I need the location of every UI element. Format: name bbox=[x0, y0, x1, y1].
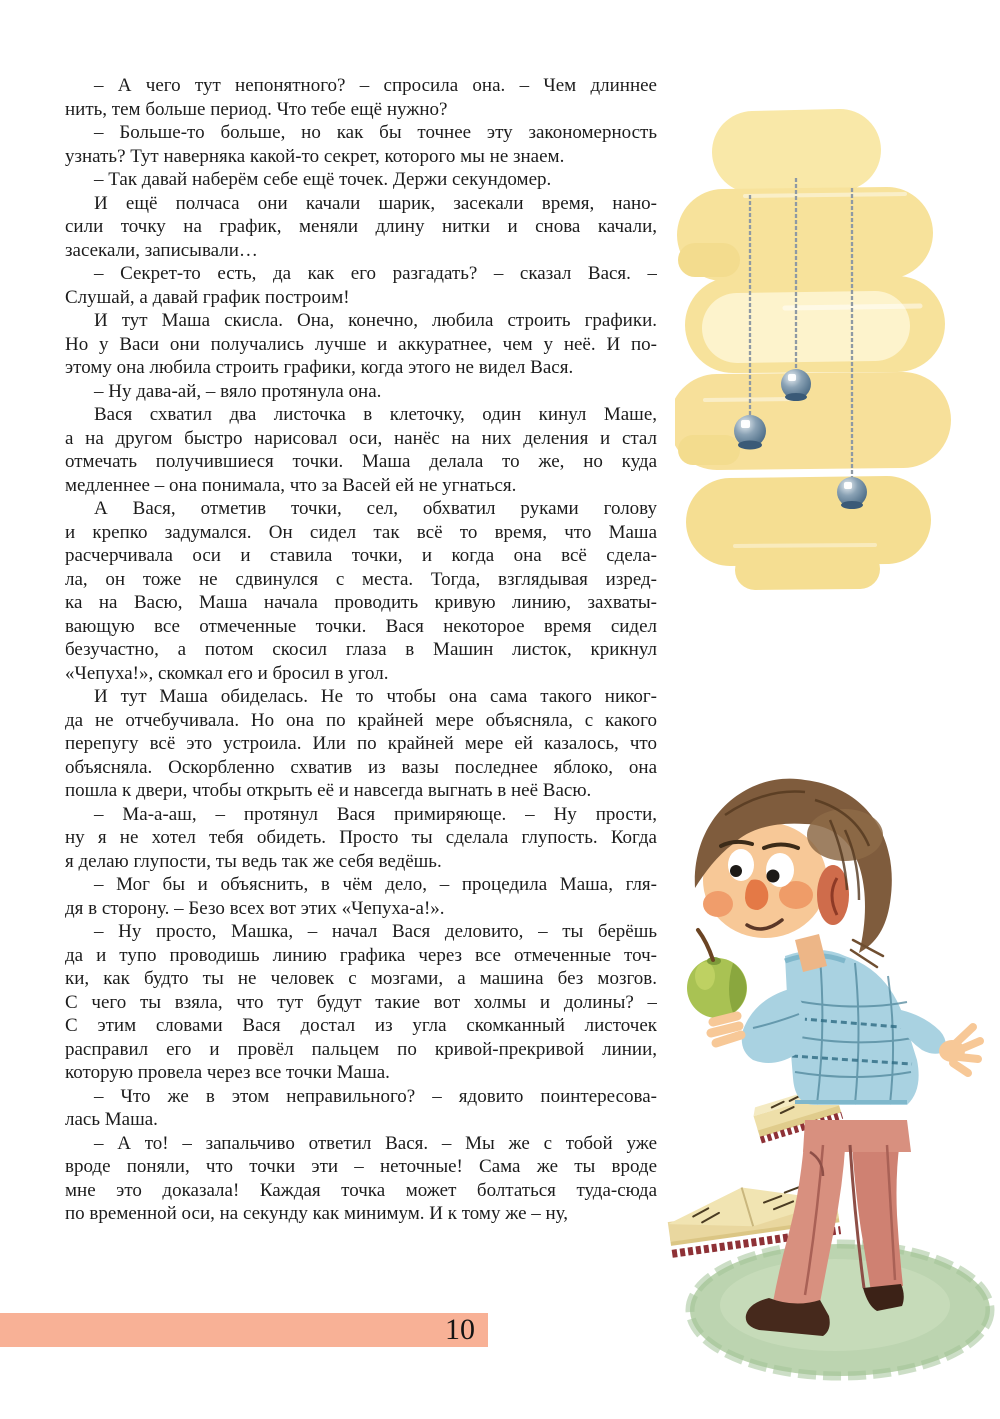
text-line: да не отчебучивала. Но она по крайней мере объясняла, с какого bbox=[65, 709, 657, 731]
text-line: пошла к двери, чтобы открыть её и навсегда выгнать в неё Васю. bbox=[65, 780, 592, 801]
sweater bbox=[785, 950, 919, 1105]
text-line: которую провела через все точки Маша. bbox=[65, 1062, 390, 1083]
text-line: расчерчивала оси и ставила точки, и когда она всё сдела- bbox=[65, 545, 657, 566]
text-line: отмечать получившиеся точки. Маша делала то же, но куда bbox=[65, 451, 657, 472]
text-line: А Вася, отметив точки, сел, обхватил руками голову bbox=[94, 498, 657, 519]
text-line: и крепко задумался. Он сидел так всё то время, что Маша bbox=[65, 521, 657, 543]
story-text bbox=[65, 74, 657, 1226]
text-line: И тут Маша скисла. Она, конечно, любила строить графики. bbox=[94, 310, 657, 331]
text-line: объясняла. Оскорбленно схватив из вазы последнее яблоко, она bbox=[65, 756, 657, 778]
text-line: Но у Васи они получались лучше и аккуратнее, чем у неё. И по- bbox=[65, 333, 657, 355]
page-number-bar bbox=[0, 1313, 488, 1347]
text-line: ну я не хотел тебя обидеть. Просто ты сделала глупость. Когда bbox=[65, 827, 657, 848]
text-line: лась Маша. bbox=[65, 1109, 158, 1130]
boy-with-apple-illustration bbox=[655, 760, 1000, 1400]
left-arm bbox=[742, 988, 805, 1063]
text-line: С чего ты взяла, что тут будут такие вот холмы и долины? – bbox=[65, 991, 657, 1013]
text-line: – А то! – запальчиво ответил Вася. – Мы же с тобой уже bbox=[94, 1132, 657, 1154]
text-line: безучастно, а потом скосил глаза в Машин листок, крикнул bbox=[65, 639, 657, 660]
text-line: ки, как будто ты не человек с мозгами, а машина без мозгов. bbox=[65, 968, 657, 989]
text-line: сили точку на график, меняли длину нитки и снова качали, bbox=[65, 216, 657, 237]
text-line: этому она любила строить графики, когда этого не видел Вася. bbox=[65, 357, 574, 378]
text-line: – Больше-то больше, но как бы точнее эту закономерность bbox=[94, 122, 657, 143]
apple-stem bbox=[698, 930, 713, 960]
text-line: расправил его и провёл пальцем по кривой-прекривой линии, bbox=[65, 1038, 657, 1060]
cheek-left bbox=[703, 891, 733, 917]
text-line: а на другом быстро нарисовал оси, нанёс на них деления и стал bbox=[65, 427, 657, 449]
text-line: – А чего тут непонятного? – спросила она. – Чем длиннее bbox=[94, 75, 657, 96]
text-line: – Что же в этом неправильного? – ядовито поинтересова- bbox=[94, 1085, 657, 1107]
text-line: вающую все отмеченные точки. Вася некоторое время сидел bbox=[65, 615, 657, 637]
text-line: медленнее – она понимала, что за Васей ей не угнаться. bbox=[65, 474, 517, 496]
text-line: Слушай, а давай график построим! bbox=[65, 286, 350, 308]
text-line: узнать? Тут наверняка какой-то секрет, которого мы не знаем. bbox=[65, 145, 565, 167]
page-number: 10 bbox=[445, 1313, 475, 1346]
pendulums-illustration bbox=[675, 100, 955, 660]
apple bbox=[687, 930, 747, 1018]
text-line: засекали, записывали… bbox=[65, 239, 258, 261]
text-line: перепугу всё это устроила. Или по крайней мере ей казалось, что bbox=[65, 733, 657, 754]
text-line: – Ну просто, Машка, – начал Вася деловито, – ты берёшь bbox=[94, 921, 657, 942]
text-line: нить, тем больше период. Что тебе ещё нужно? bbox=[65, 98, 448, 120]
yellow-wash-background bbox=[693, 150, 920, 570]
text-line: дя в сторону. – Безо всех вот этих «Чепуха-а!». bbox=[65, 897, 445, 919]
text-line: вроде поняли, что точки эти – неточные! Сама же ты вроде bbox=[65, 1156, 657, 1177]
grass-patch bbox=[690, 1244, 990, 1376]
pendulum-ball bbox=[781, 369, 811, 401]
text-line: – Ма-а-аш, – протянул Вася примиряюще. – Ну прости, bbox=[94, 803, 657, 825]
text-line: «Чепуха!», скомкал его и бросил в угол. bbox=[65, 662, 389, 684]
text-line: по временной оси, на секунду как минимум. И к тому же – ну, bbox=[65, 1203, 569, 1224]
text-line: С этим словами Вася достал из угла скомканный листочек bbox=[65, 1015, 657, 1036]
text-line: Вася схватил два листочка в клеточку, один кинул Маше, bbox=[94, 404, 657, 425]
pendulum-ball bbox=[734, 415, 766, 450]
text-line: – Так давай наберём себе ещё точек. Держи секундомер. bbox=[94, 169, 552, 190]
text-line: ка на Васю, Маша начала проводить кривую линию, захваты- bbox=[65, 592, 657, 613]
text-line: И ещё полчаса они качали шарик, засекали время, нано- bbox=[94, 192, 657, 214]
text-line: ла, он тоже не сдвинулся с места. Тогда, взглядывая изред- bbox=[65, 568, 657, 590]
text-line: – Секрет-то есть, да как его разгадать? – сказал Вася. – bbox=[94, 263, 657, 284]
pendulum-ball bbox=[837, 477, 867, 509]
head bbox=[695, 779, 892, 967]
text-line: – Мог бы и объяснить, в чём дело, – процедила Маша, гля- bbox=[94, 874, 657, 895]
text-line: И тут Маша обиделась. Не то чтобы она сама такого никог- bbox=[94, 686, 657, 707]
text-line: да и тупо проводишь линию графика через все отмеченные точ- bbox=[65, 944, 657, 966]
text-line: я делаю глупости, ты ведь так же себя ведёшь. bbox=[65, 850, 442, 872]
left-hand bbox=[711, 1016, 741, 1043]
text-line: – Ну дава-ай, – вяло протянула она. bbox=[94, 380, 382, 402]
text-line: мне это доказала! Каждая точка может болтаться туда-сюда bbox=[65, 1179, 657, 1201]
